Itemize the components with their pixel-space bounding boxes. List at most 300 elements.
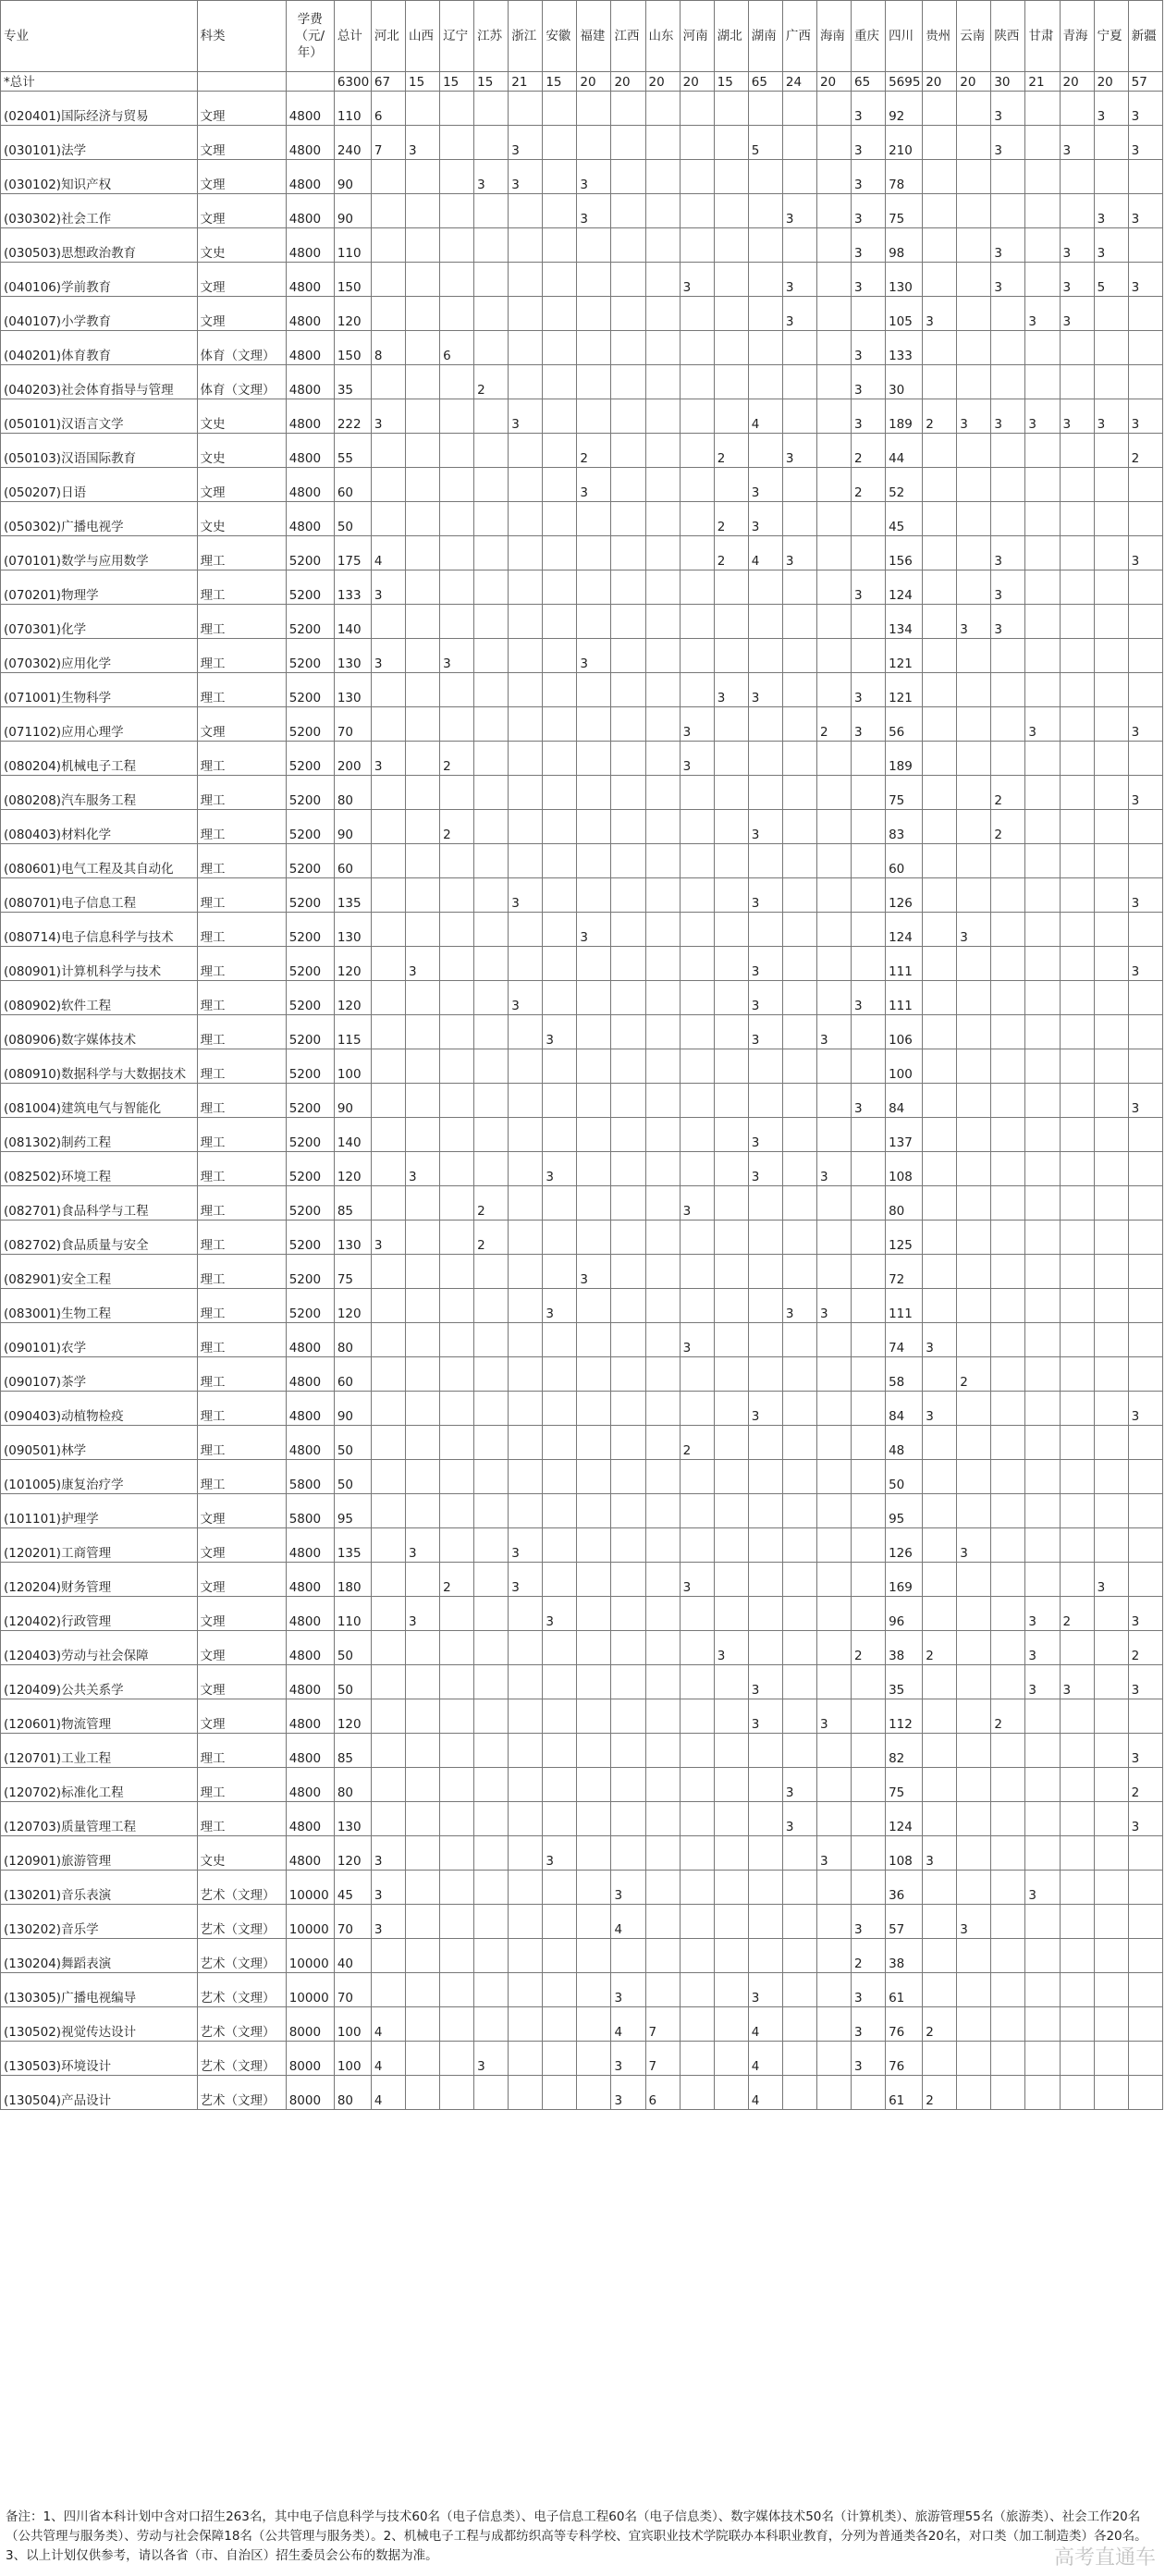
row-major: (080204)机械电子工程: [1, 742, 198, 776]
row-province-cell: [543, 844, 577, 878]
row-total: 90: [334, 1084, 371, 1118]
row-province-cell: 50: [886, 1460, 923, 1494]
row-province-cell: [714, 263, 748, 297]
row-province-cell: [371, 1392, 405, 1426]
row-category: 体育（文理）: [197, 365, 286, 399]
row-province-cell: 3: [543, 1152, 577, 1186]
row-province-cell: [509, 502, 543, 536]
row-province-cell: [816, 1255, 851, 1289]
row-province-cell: [543, 1905, 577, 1939]
row-province-cell: [957, 1836, 991, 1871]
row-province-cell: [543, 2007, 577, 2042]
row-province-cell: [406, 228, 440, 263]
totals-province-cell: 15: [543, 72, 577, 92]
row-province-cell: [748, 639, 782, 673]
row-province-cell: [957, 1323, 991, 1357]
row-fee: 5200: [286, 639, 334, 673]
row-province-cell: [440, 1392, 474, 1426]
row-fee: 5200: [286, 810, 334, 844]
row-province-cell: 4: [748, 399, 782, 434]
row-province-cell: [782, 1084, 816, 1118]
row-major: (120601)物流管理: [1, 1699, 198, 1734]
row-province-cell: [852, 1152, 886, 1186]
row-province-cell: [509, 844, 543, 878]
row-province-cell: [714, 160, 748, 194]
row-province-cell: [645, 1699, 680, 1734]
row-province-cell: [577, 228, 611, 263]
row-province-cell: [406, 1426, 440, 1460]
table-row: [1, 1015, 1163, 1049]
row-province-cell: [782, 2007, 816, 2042]
row-province-cell: [1094, 981, 1128, 1015]
row-category: 理工: [197, 1734, 286, 1768]
totals-province-cell: 65: [852, 72, 886, 92]
row-province-cell: [645, 468, 680, 502]
row-province-cell: [680, 1494, 714, 1528]
row-province-cell: [957, 92, 991, 126]
row-province-cell: [782, 365, 816, 399]
row-province-cell: [577, 1631, 611, 1665]
row-province-cell: [816, 1084, 851, 1118]
row-major: (082901)安全工程: [1, 1255, 198, 1289]
row-province-cell: [1060, 1563, 1094, 1597]
row-province-cell: 4: [748, 2076, 782, 2110]
row-province-cell: [1060, 1152, 1094, 1186]
row-province-cell: [852, 776, 886, 810]
row-province-cell: [680, 297, 714, 331]
row-province-cell: [782, 1699, 816, 1734]
row-province-cell: [645, 947, 680, 981]
row-province-cell: [680, 844, 714, 878]
row-province-cell: [852, 1049, 886, 1084]
row-province-cell: [1025, 194, 1060, 228]
header-province: 福建: [577, 1, 611, 72]
header-total: 总计: [334, 1, 371, 72]
row-province-cell: [440, 1357, 474, 1392]
row-province-cell: [611, 1084, 645, 1118]
row-province-cell: [440, 434, 474, 468]
row-province-cell: [1094, 1528, 1128, 1563]
row-province-cell: [611, 160, 645, 194]
row-province-cell: [474, 1357, 509, 1392]
row-province-cell: [509, 1836, 543, 1871]
row-province-cell: [406, 1631, 440, 1665]
row-province-cell: [991, 468, 1025, 502]
row-province-cell: [748, 844, 782, 878]
row-province-cell: [748, 776, 782, 810]
row-province-cell: 2: [923, 2007, 957, 2042]
row-province-cell: [543, 399, 577, 434]
row-province-cell: [371, 1802, 405, 1836]
row-province-cell: [406, 1186, 440, 1221]
row-total: 50: [334, 502, 371, 536]
row-province-cell: [577, 92, 611, 126]
row-province-cell: [1025, 639, 1060, 673]
row-province-cell: [816, 2007, 851, 2042]
row-fee: 4800: [286, 297, 334, 331]
table-row: [1, 365, 1163, 399]
row-province-cell: [782, 1631, 816, 1665]
header-province: 山西: [406, 1, 440, 72]
row-province-cell: [474, 1768, 509, 1802]
row-province-cell: [645, 1631, 680, 1665]
row-province-cell: [645, 605, 680, 639]
row-province-cell: [680, 536, 714, 570]
row-province-cell: [1094, 1118, 1128, 1152]
row-province-cell: [543, 1528, 577, 1563]
totals-province-cell: 21: [509, 72, 543, 92]
row-province-cell: [1128, 1528, 1162, 1563]
row-province-cell: [1094, 1699, 1128, 1734]
row-province-cell: [406, 1255, 440, 1289]
row-total: 100: [334, 2007, 371, 2042]
row-province-cell: [509, 913, 543, 947]
row-province-cell: [1060, 742, 1094, 776]
row-province-cell: [714, 228, 748, 263]
row-province-cell: [1128, 502, 1162, 536]
row-province-cell: [509, 194, 543, 228]
header-province: 甘肃: [1025, 1, 1060, 72]
row-province-cell: [748, 1768, 782, 1802]
row-province-cell: [509, 1939, 543, 1973]
row-province-cell: [782, 1563, 816, 1597]
row-province-cell: [782, 1221, 816, 1255]
row-province-cell: [923, 913, 957, 947]
row-province-cell: [406, 1392, 440, 1426]
row-province-cell: [474, 1049, 509, 1084]
row-province-cell: 3: [991, 536, 1025, 570]
row-province-cell: [816, 1631, 851, 1665]
row-province-cell: [923, 1118, 957, 1152]
row-province-cell: [611, 1597, 645, 1631]
row-province-cell: [440, 1084, 474, 1118]
row-province-cell: [714, 981, 748, 1015]
row-category: 艺术（文理）: [197, 2007, 286, 2042]
row-province-cell: [440, 160, 474, 194]
row-major: (130504)产品设计: [1, 2076, 198, 2110]
row-major: (120409)公共关系学: [1, 1665, 198, 1699]
row-fee: 5200: [286, 673, 334, 707]
row-province-cell: 2: [577, 434, 611, 468]
row-category: 理工: [197, 1392, 286, 1426]
row-province-cell: [957, 194, 991, 228]
row-province-cell: 3: [816, 1289, 851, 1323]
row-province-cell: [371, 1323, 405, 1357]
row-fee: 5200: [286, 776, 334, 810]
row-province-cell: [474, 1973, 509, 2007]
row-province-cell: [509, 1494, 543, 1528]
row-province-cell: [816, 570, 851, 605]
row-province-cell: [1025, 1528, 1060, 1563]
table-row: [1, 1152, 1163, 1186]
row-category: 理工: [197, 1426, 286, 1460]
row-province-cell: [474, 605, 509, 639]
header-province: 宁夏: [1094, 1, 1128, 72]
row-province-cell: [1060, 502, 1094, 536]
row-fee: 8000: [286, 2042, 334, 2076]
row-province-cell: [406, 331, 440, 365]
row-province-cell: 2: [680, 1426, 714, 1460]
row-fee: 4800: [286, 1392, 334, 1426]
row-province-cell: [611, 1015, 645, 1049]
row-province-cell: 3: [1128, 878, 1162, 913]
row-total: 100: [334, 2042, 371, 2076]
row-major: (070101)数学与应用数学: [1, 536, 198, 570]
row-major: (080901)计算机科学与技术: [1, 947, 198, 981]
row-province-cell: [991, 194, 1025, 228]
row-province-cell: [1094, 742, 1128, 776]
row-province-cell: [852, 1221, 886, 1255]
row-province-cell: [440, 536, 474, 570]
row-province-cell: [1128, 1699, 1162, 1734]
row-province-cell: [923, 1768, 957, 1802]
row-province-cell: 3: [782, 263, 816, 297]
row-province-cell: [371, 1289, 405, 1323]
row-province-cell: [991, 2007, 1025, 2042]
row-province-cell: 3: [1128, 399, 1162, 434]
row-province-cell: 3: [1128, 1734, 1162, 1768]
row-province-cell: [991, 1871, 1025, 1905]
row-province-cell: [543, 981, 577, 1015]
row-province-cell: [1025, 673, 1060, 707]
row-province-cell: [474, 1494, 509, 1528]
row-province-cell: [371, 1118, 405, 1152]
row-province-cell: [1025, 776, 1060, 810]
row-province-cell: [816, 1973, 851, 2007]
row-province-cell: [852, 1563, 886, 1597]
row-province-cell: 3: [371, 570, 405, 605]
row-major: (130204)舞蹈表演: [1, 1939, 198, 1973]
row-province-cell: [1025, 263, 1060, 297]
row-province-cell: [577, 981, 611, 1015]
row-province-cell: 3: [852, 1084, 886, 1118]
row-province-cell: [406, 194, 440, 228]
row-province-cell: 3: [852, 1905, 886, 1939]
row-province-cell: [714, 844, 748, 878]
row-province-cell: [1060, 1836, 1094, 1871]
row-province-cell: [852, 810, 886, 844]
row-province-cell: [957, 126, 991, 160]
row-province-cell: [406, 1939, 440, 1973]
table-row: [1, 1084, 1163, 1118]
row-province-cell: [371, 913, 405, 947]
row-province-cell: [509, 1323, 543, 1357]
table-row: [1, 1734, 1163, 1768]
row-province-cell: [1128, 844, 1162, 878]
row-province-cell: [1060, 1049, 1094, 1084]
row-province-cell: [748, 194, 782, 228]
row-province-cell: [1128, 1871, 1162, 1905]
row-province-cell: [645, 297, 680, 331]
row-category: 理工: [197, 947, 286, 981]
row-province-cell: [371, 1563, 405, 1597]
row-province-cell: [1094, 1802, 1128, 1836]
row-province-cell: [440, 844, 474, 878]
row-province-cell: 2: [714, 434, 748, 468]
row-province-cell: [1060, 1734, 1094, 1768]
row-province-cell: [782, 1323, 816, 1357]
row-province-cell: [714, 1699, 748, 1734]
row-category: 艺术（文理）: [197, 1939, 286, 1973]
row-province-cell: [923, 878, 957, 913]
row-province-cell: 3: [680, 742, 714, 776]
row-fee: 5200: [286, 878, 334, 913]
row-fee: 8000: [286, 2076, 334, 2110]
row-fee: 5200: [286, 1015, 334, 1049]
row-province-cell: [509, 1357, 543, 1392]
row-province-cell: [714, 1939, 748, 1973]
row-province-cell: [474, 228, 509, 263]
row-province-cell: [991, 981, 1025, 1015]
row-province-cell: [852, 1802, 886, 1836]
row-province-cell: [611, 1665, 645, 1699]
table-row: [1, 673, 1163, 707]
row-province-cell: [1060, 160, 1094, 194]
row-province-cell: [611, 1289, 645, 1323]
row-province-cell: [577, 1015, 611, 1049]
row-province-cell: 3: [680, 707, 714, 742]
row-province-cell: [923, 1255, 957, 1289]
row-province-cell: [1025, 92, 1060, 126]
row-province-cell: [611, 776, 645, 810]
row-province-cell: [714, 1392, 748, 1426]
row-province-cell: [611, 331, 645, 365]
row-province-cell: [782, 2076, 816, 2110]
row-province-cell: [748, 1426, 782, 1460]
row-province-cell: [1060, 605, 1094, 639]
row-province-cell: [1128, 331, 1162, 365]
row-province-cell: [371, 673, 405, 707]
row-province-cell: 3: [1094, 1563, 1128, 1597]
row-province-cell: [645, 1152, 680, 1186]
row-province-cell: [577, 1802, 611, 1836]
row-province-cell: [957, 1699, 991, 1734]
row-fee: 4800: [286, 1802, 334, 1836]
row-province-cell: 2: [991, 776, 1025, 810]
header-province: 青海: [1060, 1, 1094, 72]
row-province-cell: [816, 1905, 851, 1939]
row-province-cell: [543, 1494, 577, 1528]
row-province-cell: [440, 297, 474, 331]
row-major: (040201)体育教育: [1, 331, 198, 365]
row-province-cell: 3: [852, 570, 886, 605]
row-province-cell: [371, 1426, 405, 1460]
row-fee: 5200: [286, 742, 334, 776]
row-total: 140: [334, 1118, 371, 1152]
row-province-cell: [852, 2076, 886, 2110]
row-province-cell: [474, 1323, 509, 1357]
table-row: [1, 434, 1163, 468]
row-province-cell: [371, 707, 405, 742]
row-province-cell: [991, 1939, 1025, 1973]
row-province-cell: [1025, 1255, 1060, 1289]
row-province-cell: [577, 844, 611, 878]
row-province-cell: [782, 1152, 816, 1186]
row-province-cell: [1060, 1973, 1094, 2007]
row-province-cell: [1094, 913, 1128, 947]
row-category: 理工: [197, 639, 286, 673]
row-province-cell: 38: [886, 1631, 923, 1665]
row-category: 艺术（文理）: [197, 2076, 286, 2110]
row-province-cell: [852, 742, 886, 776]
row-province-cell: [714, 810, 748, 844]
row-category: 文理: [197, 1494, 286, 1528]
row-province-cell: [474, 434, 509, 468]
row-province-cell: [474, 1118, 509, 1152]
row-province-cell: [714, 1734, 748, 1768]
row-province-cell: 112: [886, 1699, 923, 1734]
row-province-cell: [440, 365, 474, 399]
row-province-cell: [782, 92, 816, 126]
row-province-cell: [991, 297, 1025, 331]
row-province-cell: [645, 1426, 680, 1460]
row-province-cell: [474, 1084, 509, 1118]
row-province-cell: 3: [680, 263, 714, 297]
row-province-cell: [1094, 1392, 1128, 1426]
row-province-cell: [714, 2042, 748, 2076]
row-province-cell: [1060, 2076, 1094, 2110]
row-province-cell: 3: [371, 639, 405, 673]
row-province-cell: 3: [748, 1015, 782, 1049]
row-province-cell: [714, 947, 748, 981]
row-province-cell: [645, 1802, 680, 1836]
row-province-cell: [1094, 1734, 1128, 1768]
row-province-cell: [852, 639, 886, 673]
row-province-cell: 3: [1060, 399, 1094, 434]
row-province-cell: 6: [371, 92, 405, 126]
row-province-cell: [957, 1392, 991, 1426]
row-province-cell: 83: [886, 810, 923, 844]
row-province-cell: 3: [782, 1289, 816, 1323]
row-province-cell: 3: [1025, 1631, 1060, 1665]
row-fee: 4800: [286, 1631, 334, 1665]
row-province-cell: [1094, 673, 1128, 707]
row-province-cell: [543, 126, 577, 160]
row-total: 60: [334, 844, 371, 878]
row-province-cell: [509, 1221, 543, 1255]
row-province-cell: [1060, 1118, 1094, 1152]
table-row: [1, 1802, 1163, 1836]
table-row: [1, 331, 1163, 365]
row-category: 文史: [197, 399, 286, 434]
row-province-cell: 3: [611, 2076, 645, 2110]
row-province-cell: [991, 434, 1025, 468]
row-province-cell: [577, 878, 611, 913]
row-province-cell: [406, 92, 440, 126]
row-province-cell: [991, 1118, 1025, 1152]
row-province-cell: [782, 878, 816, 913]
row-total: 120: [334, 1152, 371, 1186]
row-province-cell: [923, 1460, 957, 1494]
row-province-cell: [991, 1289, 1025, 1323]
row-province-cell: [782, 1049, 816, 1084]
row-province-cell: 3: [509, 878, 543, 913]
row-province-cell: 3: [852, 707, 886, 742]
row-category: 理工: [197, 1768, 286, 1802]
row-province-cell: 3: [957, 913, 991, 947]
row-province-cell: 98: [886, 228, 923, 263]
row-category: 艺术（文理）: [197, 2042, 286, 2076]
header-province: 新疆: [1128, 1, 1162, 72]
row-province-cell: [714, 1871, 748, 1905]
row-province-cell: [1060, 2042, 1094, 2076]
row-total: 80: [334, 1323, 371, 1357]
row-province-cell: [645, 1255, 680, 1289]
row-province-cell: [680, 160, 714, 194]
row-province-cell: [714, 913, 748, 947]
row-province-cell: [782, 707, 816, 742]
row-total: 120: [334, 947, 371, 981]
